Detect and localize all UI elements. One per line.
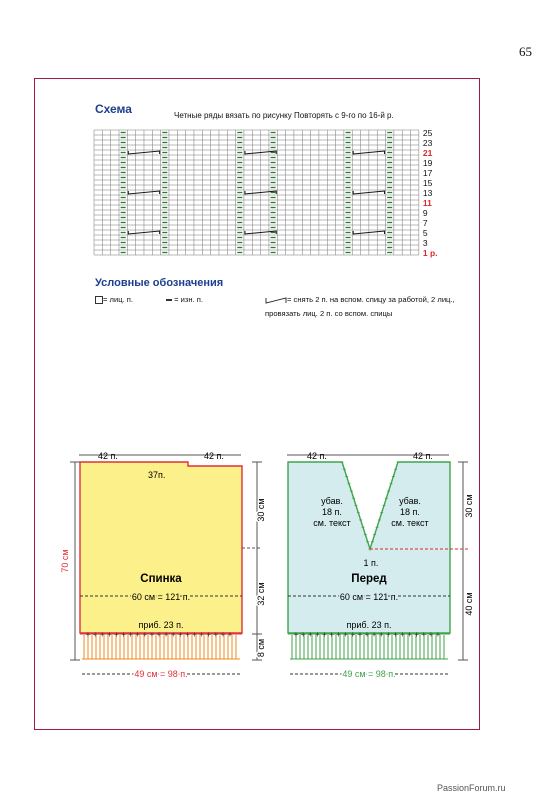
increase-mark: + bbox=[206, 630, 212, 639]
row-label: 15 bbox=[422, 178, 433, 188]
back-name: Спинка bbox=[140, 573, 182, 585]
back-schematic bbox=[60, 451, 266, 679]
front-width: 60 см = 121 п. bbox=[339, 592, 399, 602]
front-dec-right-2: 18 п. bbox=[400, 507, 420, 517]
legend-cable-line1: = снять 2 п. на вспом. спицу за работой, 2 лиц., bbox=[287, 295, 455, 304]
back-rib-height: 8 см bbox=[256, 638, 266, 658]
increase-mark: + bbox=[350, 630, 356, 639]
increase-mark: + bbox=[149, 630, 155, 639]
front-bottom: 49 см = 98 п. bbox=[342, 669, 396, 679]
increase-mark: + bbox=[322, 630, 327, 639]
increase-mark: + bbox=[314, 630, 320, 639]
row-label: 7 bbox=[422, 218, 428, 228]
back-width: 60 см = 121 п. bbox=[131, 592, 191, 602]
front-body-height: 40 см bbox=[464, 592, 474, 616]
increase-mark: + bbox=[177, 630, 183, 639]
increase-mark: + bbox=[128, 630, 133, 639]
increase-mark: + bbox=[393, 630, 398, 639]
increase-mark: + bbox=[307, 630, 313, 639]
increase-mark: + bbox=[435, 630, 441, 639]
row-label: 3 bbox=[422, 238, 428, 248]
increase-mark: + bbox=[428, 630, 434, 639]
front-dec-right-1: убав. bbox=[399, 496, 421, 506]
row-label: 1 р. bbox=[422, 248, 438, 258]
scheme-note: Четные ряды вязать по рисунку Повторять с 9-го по 16-й р. bbox=[174, 111, 394, 120]
increase-mark: + bbox=[121, 630, 126, 639]
increase-mark: + bbox=[192, 630, 197, 639]
increase-mark: + bbox=[343, 630, 349, 639]
back-increase-marks bbox=[86, 630, 233, 639]
front-increase: приб. 23 п. bbox=[346, 620, 392, 630]
increase-mark: + bbox=[114, 630, 119, 639]
front-left-shoulder: 42 п. bbox=[307, 451, 327, 461]
back-right-shoulder: 42 п. bbox=[204, 451, 224, 461]
back-increase: приб. 23 п. bbox=[138, 620, 184, 630]
row-label: 25 bbox=[422, 128, 433, 138]
increase-mark: + bbox=[300, 630, 306, 639]
increase-mark: + bbox=[364, 630, 370, 639]
front-dec-left-2: 18 п. bbox=[322, 507, 342, 517]
back-height: 70 см bbox=[60, 549, 70, 573]
increase-mark: + bbox=[135, 630, 141, 639]
increase-mark: + bbox=[378, 630, 384, 639]
increase-mark: + bbox=[385, 630, 391, 639]
back-neck: 37п. bbox=[148, 470, 166, 480]
front-dec-right-3: см. текст bbox=[391, 518, 429, 528]
increase-mark: + bbox=[220, 630, 226, 639]
legend-purl-label: = изн. п. bbox=[174, 295, 204, 304]
front-neck-height: 30 см bbox=[464, 494, 474, 518]
increase-mark: + bbox=[414, 630, 420, 639]
row-label: 13 bbox=[422, 188, 433, 198]
back-bottom: 49 см = 98 п. bbox=[134, 669, 188, 679]
row-label: 23 bbox=[422, 138, 433, 148]
front-schematic bbox=[287, 451, 474, 679]
back-armhole: 30 см bbox=[256, 498, 266, 522]
increase-mark: + bbox=[400, 630, 405, 639]
scheme-title: Схема bbox=[95, 102, 132, 116]
front-right-shoulder: 42 п. bbox=[413, 451, 433, 461]
watermark: PassionForum.ru bbox=[437, 783, 506, 793]
legend-cable-line2: провязать лиц. 2 п. со вспом. спицы bbox=[265, 309, 393, 318]
row-label: 21 bbox=[422, 148, 433, 158]
legend-knit-label: = лиц. п. bbox=[103, 295, 134, 304]
increase-mark: + bbox=[156, 630, 162, 639]
increase-mark: + bbox=[293, 630, 299, 639]
increase-mark: + bbox=[92, 630, 98, 639]
increase-mark: + bbox=[99, 630, 105, 639]
increase-mark: + bbox=[163, 630, 169, 639]
back-body-height: 32 см bbox=[256, 582, 266, 606]
legend-title: Условные обозначения bbox=[95, 277, 224, 289]
row-label: 5 bbox=[422, 228, 428, 238]
row-labels bbox=[423, 128, 438, 258]
back-body bbox=[80, 462, 242, 633]
increase-mark: + bbox=[421, 630, 427, 639]
front-dec-left-3: см. текст bbox=[313, 518, 351, 528]
increase-mark: + bbox=[227, 630, 233, 639]
back-left-shoulder: 42 п. bbox=[98, 451, 118, 461]
row-label: 19 bbox=[422, 158, 433, 168]
stitch-grid bbox=[94, 130, 419, 255]
increase-mark: + bbox=[407, 630, 412, 639]
increase-mark: + bbox=[329, 630, 334, 639]
increase-mark: + bbox=[142, 630, 148, 639]
front-name: Перед bbox=[351, 573, 387, 585]
front-dec-left-1: убав. bbox=[321, 496, 343, 506]
increase-mark: + bbox=[357, 630, 363, 639]
increase-mark: + bbox=[213, 630, 219, 639]
page-number: 65 bbox=[519, 44, 532, 59]
row-label: 11 bbox=[422, 198, 432, 208]
front-body bbox=[288, 462, 450, 633]
row-label: 17 bbox=[422, 168, 433, 178]
increase-mark: + bbox=[336, 630, 341, 639]
increase-mark: + bbox=[199, 630, 204, 639]
increase-mark: + bbox=[371, 630, 377, 639]
increase-mark: + bbox=[170, 630, 176, 639]
front-increase-marks bbox=[294, 630, 441, 639]
increase-mark: + bbox=[106, 630, 112, 639]
increase-mark: + bbox=[185, 630, 190, 639]
row-label: 9 bbox=[422, 208, 428, 218]
increase-mark: + bbox=[85, 630, 91, 639]
front-center: 1 п. bbox=[363, 558, 379, 568]
